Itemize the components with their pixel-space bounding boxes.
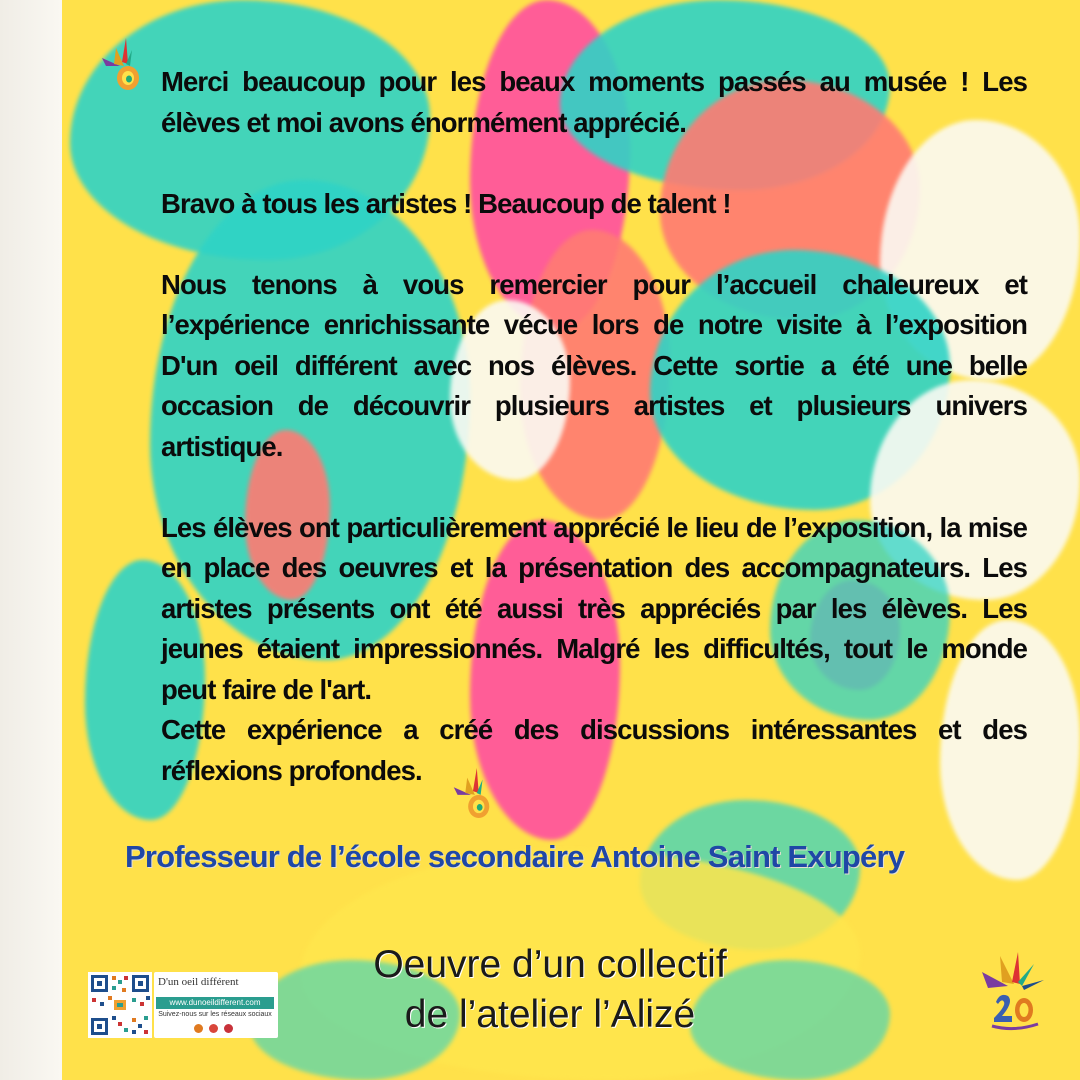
brand-website[interactable]: www.dunoeildifferent.com xyxy=(156,997,274,1009)
paragraph-appreciation: Les élèves ont particulièrement apprécié le lieu de l’exposition, la mise en place des oeuvres et la présentation des accompagnateurs. Les artistes présents ont été aussi très appréciés par les élèves. Les jeunes étaient impressionnés. Malgré les difficultés, tout le monde peut faire de l'art. xyxy=(161,511,1027,705)
signature: Professeur de l’école secondaire Antoine Saint Exupéry xyxy=(125,839,905,874)
paragraph-bravo: Bravo à tous les artistes ! Beaucoup de talent ! xyxy=(161,187,731,219)
artwork-credit xyxy=(300,940,800,1040)
credit-line-1: Oeuvre d’un collectif xyxy=(373,943,727,986)
instagram-icon[interactable] xyxy=(209,1024,218,1033)
brand-logo-card xyxy=(88,972,278,1038)
facebook-icon[interactable] xyxy=(194,1024,203,1033)
brand-panel xyxy=(154,972,278,1038)
brand-follow-text: Suivez-nous sur les réseaux sociaux xyxy=(158,1011,272,1018)
paragraph-discussion: Cette expérience a créé des discussions intéressantes et des réflexions profondes. xyxy=(161,714,1027,786)
canvas-edge xyxy=(0,0,62,1080)
youtube-icon[interactable] xyxy=(224,1024,233,1033)
qr-code-icon xyxy=(88,972,152,1038)
brand-name: D'un oeil différent xyxy=(158,976,239,988)
testimonial-text xyxy=(161,62,1027,791)
eye-logo-icon xyxy=(96,36,146,92)
paragraph-thanks: Merci beaucoup pour les beaux moments passés au musée ! Les élèves et moi avons énormément apprécié. xyxy=(161,66,1027,138)
eye-logo-icon-inline xyxy=(448,766,496,820)
paragraph-visit: Nous tenons à vous remercier pour l’accueil chaleureux et l’expérience enrichissante vécue lors de notre visite à l’exposition D'un oeil différent avec nos élèves. Cette sortie a été une belle occasion de découvrir plusieurs artistes et plusieurs univers artistique. xyxy=(161,268,1027,462)
credit-line-2: de l’atelier l’Alizé xyxy=(404,993,696,1036)
anniversary-20-logo-icon xyxy=(978,952,1048,1034)
